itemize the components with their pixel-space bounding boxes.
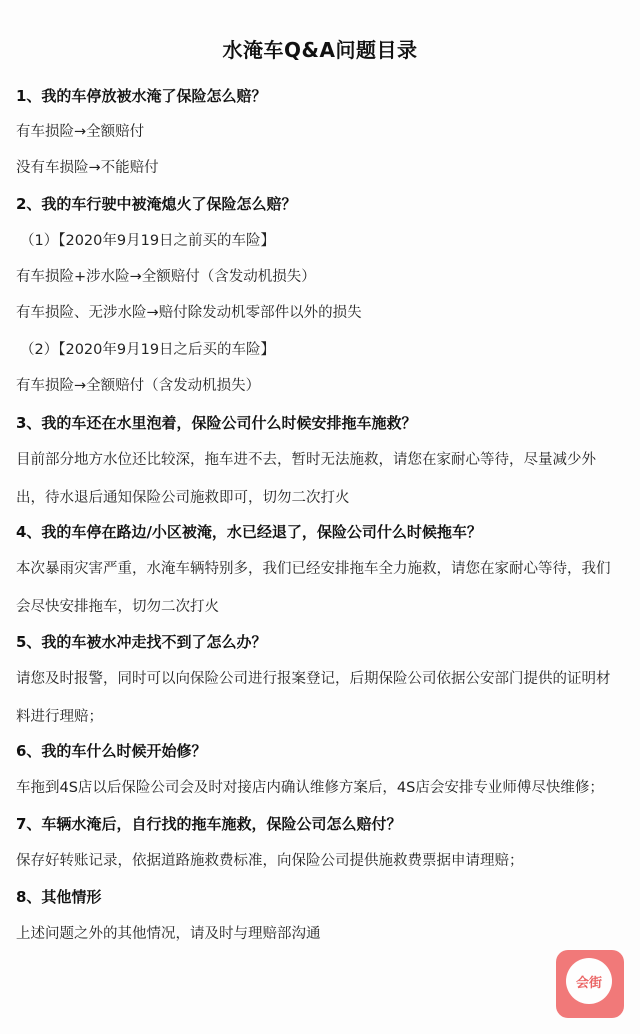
answer-line: 没有车损险→不能赔付	[16, 160, 159, 176]
question-5: 5、我的车被水冲走找不到了怎么办？	[16, 633, 267, 651]
answer-line: 有车损险→全额赔付（含发动机损失）	[16, 378, 261, 394]
answer-line: 车拖到4S店以后保险公司会及时对接店内确认维修方案后，4S店会安排专业师傅尽快维修；	[16, 780, 604, 796]
answer-line: 上述问题之外的其他情况，请及时与理赔部沟通	[16, 926, 321, 942]
sub-heading: （1）【2020年9月19日之前买的车险】	[20, 233, 276, 249]
page-title: 水淹车Q&A问题目录	[222, 38, 418, 62]
question-3: 3、我的车还在水里泡着，保险公司什么时候安排拖车施救？	[16, 414, 417, 432]
answer-line: 有车损险+涉水险→全额赔付（含发动机损失）	[16, 269, 316, 285]
sub-heading: （2）【2020年9月19日之后买的车险】	[20, 342, 276, 358]
answer-line: 有车损险、无涉水险→赔付除发动机零部件以外的损失	[16, 305, 362, 321]
answer-line: 有车损险→全额赔付	[16, 124, 145, 140]
question-4: 4、我的车停在路边/小区被淹，水已经退了，保险公司什么时候拖车？	[16, 523, 482, 541]
question-6: 6、我的车什么时候开始修？	[16, 742, 207, 760]
answer-paragraph: 请您及时报警，同时可以向保险公司进行报案登记，后期保险公司依据公安部门提供的证明材料进行理赔；	[16, 671, 611, 725]
logo-text: 会街	[575, 976, 602, 991]
answer-paragraph: 目前部分地方水位还比较深，拖车进不去，暂时无法施救，请您在家耐心等待，尽量减少外出，待水退后通知保险公司施救即可，切勿二次打火	[16, 452, 596, 506]
question-8: 8、其他情形	[16, 888, 102, 906]
answer-paragraph: 本次暴雨灾害严重，水淹车辆特别多，我们已经安排拖车全力施救，请您在家耐心等待，我们会尽快安排拖车，切勿二次打火	[16, 561, 611, 615]
watermark-logo	[556, 950, 624, 1018]
question-1: 1、我的车停放被水淹了保险怎么赔？	[16, 87, 267, 105]
question-7: 7、车辆水淹后，自行找的拖车施救，保险公司怎么赔付？	[16, 815, 402, 833]
question-2: 2、我的车行驶中被淹熄火了保险怎么赔？	[16, 195, 297, 213]
answer-line: 保存好转账记录，依据道路施救费标准，向保险公司提供施救费票据申请理赔；	[16, 853, 524, 869]
